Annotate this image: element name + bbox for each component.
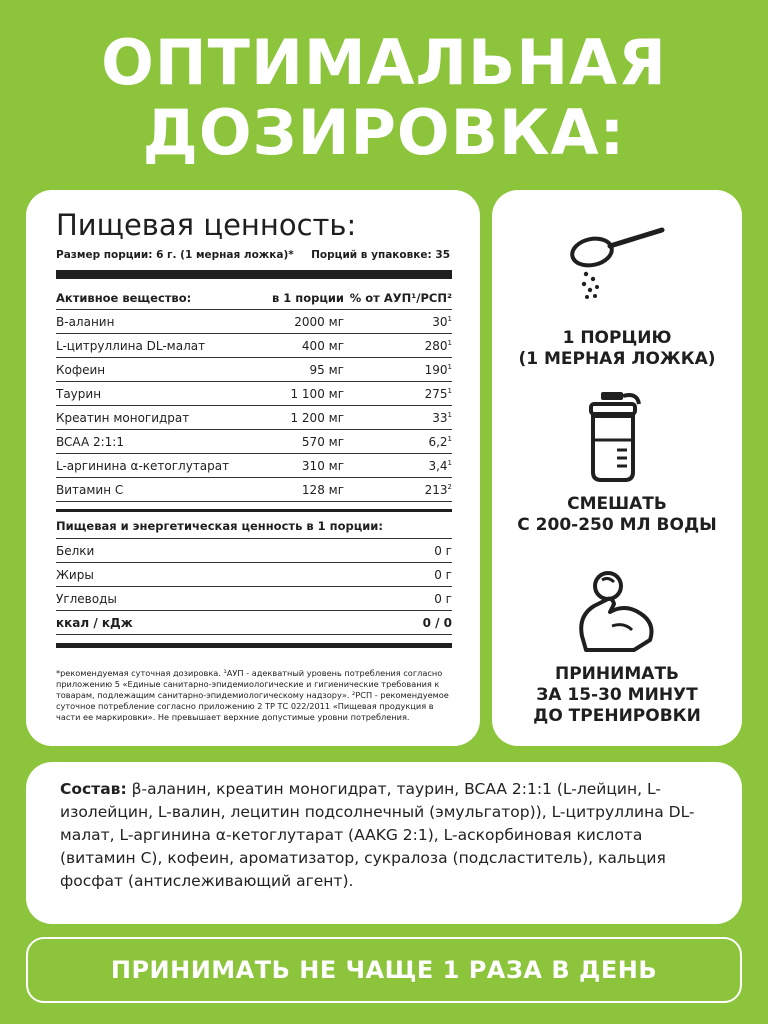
composition-ingredients: β-аланин, креатин моногидрат, таурин, BCAA 2:1:1 (L-лейцин, L-изолейцин, L-валин, лецитин подсолнечный (эмульгатор)), L-цитруллина DL-малат, L-аргинина α-кетоглутарат (AAKG 2:1), L-аскорбиновая кислота (витамин С), кофеин, ароматизатор, сукралоза (подсластитель), кальция фосфат (антислеживающий агент). xyxy=(60,780,695,890)
energy-name: Жиры xyxy=(56,567,94,582)
divider-thick xyxy=(56,270,452,279)
usage-step-3 xyxy=(492,566,742,727)
percent-value: 3,4 xyxy=(428,458,448,473)
substance-name: L-аргинина α-кетоглутарат xyxy=(56,458,230,473)
substance-percent xyxy=(344,483,452,497)
step-2-line-2: С 200-250 МЛ ВОДЫ xyxy=(517,515,717,535)
table-row xyxy=(56,406,452,430)
substance-amount: 128 мг xyxy=(301,482,344,497)
substance-percent xyxy=(344,339,452,353)
energy-value: 0 г xyxy=(434,567,452,582)
substance-percent xyxy=(344,459,452,473)
energy-value: 0 г xyxy=(434,591,452,606)
step-3-line-1: ПРИНИМАТЬ xyxy=(555,664,679,684)
table-row xyxy=(56,454,452,478)
step-2-line-1: СМЕШАТЬ xyxy=(567,494,667,514)
composition-label: Состав: xyxy=(60,780,127,798)
step-1-line-1: 1 ПОРЦИЮ xyxy=(562,328,672,348)
table-row xyxy=(56,358,452,382)
usage-step-2 xyxy=(492,388,742,536)
substance-amount: 95 мг xyxy=(309,362,344,377)
usage-card xyxy=(492,190,742,746)
percent-ref: 2 xyxy=(447,482,452,491)
substance-name: L-цитруллина DL-малат xyxy=(56,338,206,353)
percent-ref: 1 xyxy=(447,434,452,443)
energy-name: Белки xyxy=(56,543,95,558)
facts-title: Пищевая ценность: xyxy=(56,208,357,242)
table-row xyxy=(56,310,452,334)
energy-table xyxy=(56,514,452,635)
bottom-banner-text: ПРИНИМАТЬ НЕ ЧАЩЕ 1 РАЗА В ДЕНЬ xyxy=(110,956,658,984)
kcal-value: 0 / 0 xyxy=(422,615,452,630)
substance-percent xyxy=(344,315,452,329)
percent-ref: 1 xyxy=(447,386,452,395)
percent-value: 33 xyxy=(432,410,448,425)
percent-value: 190 xyxy=(424,362,448,377)
headline-line-1: ОПТИМАЛЬНАЯ xyxy=(101,26,667,99)
col-header-percent: % от АУП¹/РСП² xyxy=(349,290,452,305)
spoon-icon xyxy=(562,224,672,304)
substance-name: Таурин xyxy=(56,386,102,401)
percent-ref: 1 xyxy=(447,410,452,419)
table-row xyxy=(56,478,452,502)
col-header-substance: Активное вещество: xyxy=(56,290,192,305)
substance-percent xyxy=(344,387,452,401)
active-table xyxy=(56,286,452,502)
substance-amount: 310 мг xyxy=(301,458,344,473)
substance-amount: 570 мг xyxy=(301,434,344,449)
serving-size: Размер порции: 6 г. (1 мерная ложка)* xyxy=(56,249,294,261)
bottom-banner xyxy=(26,937,742,1003)
nutrition-facts-card xyxy=(26,190,480,746)
substance-percent xyxy=(344,363,452,377)
kcal-label: ккал / кДж xyxy=(56,615,133,630)
step-3-line-2: ЗА 15-30 МИНУТ xyxy=(536,685,698,705)
substance-percent xyxy=(344,435,452,449)
usage-step-1 xyxy=(492,224,742,370)
composition-card xyxy=(26,762,742,924)
substance-amount: 1 100 мг xyxy=(290,386,344,401)
percent-value: 213 xyxy=(424,482,448,497)
table-row xyxy=(56,563,452,587)
energy-name: Углеводы xyxy=(56,591,117,606)
headline xyxy=(0,28,768,168)
energy-header: Пищевая и энергетическая ценность в 1 порции: xyxy=(56,514,452,539)
percent-value: 280 xyxy=(424,338,448,353)
shaker-bottle-icon xyxy=(577,388,657,484)
percent-value: 275 xyxy=(424,386,448,401)
headline-line-2: ДОЗИРОВКА: xyxy=(142,96,626,169)
percent-ref: 1 xyxy=(447,314,452,323)
table-row xyxy=(56,587,452,611)
table-row xyxy=(56,430,452,454)
kcal-row xyxy=(56,611,452,635)
composition-text xyxy=(60,778,720,893)
percent-value: 30 xyxy=(432,314,448,329)
table-row xyxy=(56,539,452,563)
substance-name: Витамин С xyxy=(56,482,124,497)
divider-bottom xyxy=(56,643,452,648)
step-1-line-2: (1 МЕРНАЯ ЛОЖКА) xyxy=(518,349,716,369)
percent-ref: 1 xyxy=(447,338,452,347)
divider-medium xyxy=(56,509,452,512)
table-header-row xyxy=(56,286,452,310)
servings-per-pack: Порций в упаковке: 35 xyxy=(311,249,450,261)
substance-amount: 2000 мг xyxy=(294,314,344,329)
energy-value: 0 г xyxy=(434,543,452,558)
substance-amount: 400 мг xyxy=(301,338,344,353)
serving-info xyxy=(56,249,450,261)
percent-value: 6,2 xyxy=(428,434,448,449)
substance-name: Кофеин xyxy=(56,362,106,377)
percent-ref: 1 xyxy=(447,362,452,371)
table-row xyxy=(56,382,452,406)
substance-name: BCAA 2:1:1 xyxy=(56,434,124,449)
substance-amount: 1 200 мг xyxy=(290,410,344,425)
flexed-arm-icon xyxy=(572,566,662,654)
col-header-amount: в 1 порции xyxy=(271,290,344,305)
percent-ref: 1 xyxy=(447,458,452,467)
substance-name: В-аланин xyxy=(56,314,115,329)
step-3-line-3: ДО ТРЕНИРОВКИ xyxy=(533,706,701,726)
active-rows xyxy=(56,310,452,502)
substance-name: Креатин моногидрат xyxy=(56,410,190,425)
footnote: *рекомендуемая суточная дозировка. ¹АУП - адекватный уровень потребления согласно приложению 5 «Единые санитарно-эпидемиологические и гигиенические требования к товарам, подлежащим санитарно-эпидемиологическому надзору». ²РСП - рекомендуемое суточное потребление согласно приложению 2 ТР ТС 022/2011 «Пищевая продукция в части ее маркировки». Не превышает верхние допустимые уровни потребления. xyxy=(56,668,449,722)
substance-percent xyxy=(344,411,452,425)
energy-rows xyxy=(56,539,452,611)
table-row xyxy=(56,334,452,358)
